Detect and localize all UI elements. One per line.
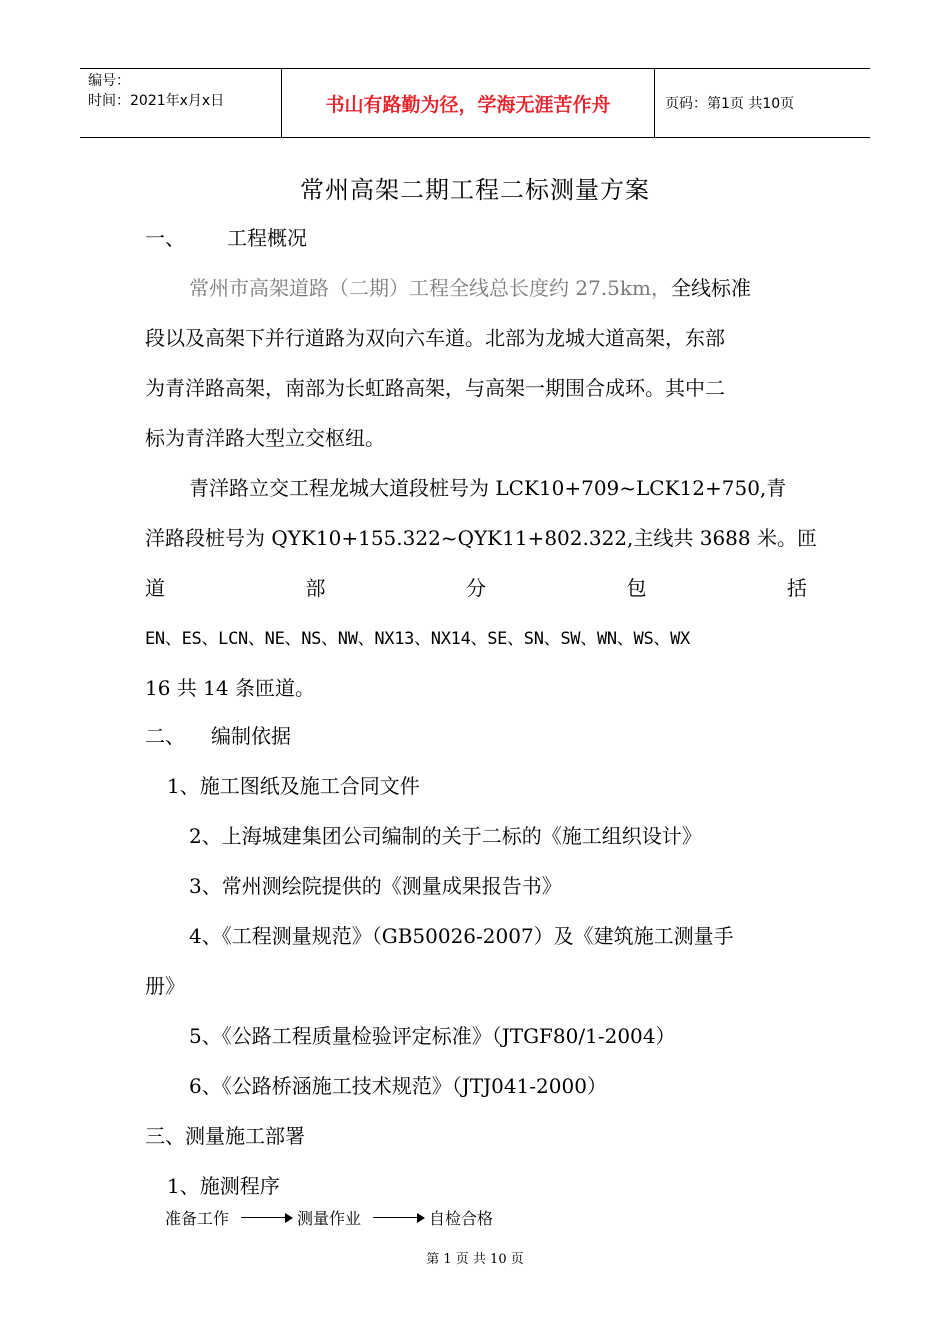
basis-item: 5、《公路工程质量检验评定标准》（JTGF80/1-2004） — [189, 1024, 676, 1048]
spread-word: 分 — [466, 576, 486, 600]
section-3-heading: 三、测量施工部署 — [145, 1124, 305, 1148]
procedure-flow — [165, 1206, 493, 1229]
deploy-subheading: 1、施测程序 — [167, 1174, 280, 1198]
overview-p1-line3: 为青洋路高架，南部为长虹路高架，与高架一期围合成环。其中二 — [145, 376, 725, 400]
basis-item: 2、上海城建集团公司编制的关于二标的《施工组织设计》 — [189, 824, 702, 848]
overview-p2-line1: 青洋路立交工程龙城大道段桩号为 LCK10+709~LCK12+750,青 — [189, 476, 787, 500]
section-2-heading — [145, 720, 807, 749]
section-1-number: 一、 — [145, 226, 185, 250]
overview-p2-line4: EN、ES、LCN、NE、NS、NW、NX13、NX14、SE、SN、SW、WN、WS、WX — [145, 629, 690, 649]
overview-p1-line1 — [145, 272, 807, 301]
flow-step: 自检合格 — [429, 1209, 494, 1228]
overview-p2-line5: 16 共 14 条匝道。 — [145, 676, 315, 700]
basis-item: 1、施工图纸及施工合同文件 — [167, 774, 420, 798]
number-label: 编号： — [88, 73, 130, 89]
overview-p2-line2: 洋路段桩号为 QYK10+155.322~QYK11+802.322,主线共 3688 米。匝 — [145, 526, 817, 550]
basis-item: 4、《工程测量规范》（GB50026-2007）及《建筑施工测量手 — [189, 924, 734, 948]
header-page-info: 页码：第1页 共10页 — [665, 96, 795, 112]
spread-word: 括 — [787, 576, 807, 600]
basis-item: 3、常州测绘院提供的《测量成果报告书》 — [189, 874, 562, 898]
overview-p2-line3 — [145, 572, 807, 601]
section-2-number: 二、 — [145, 724, 185, 748]
right-arrow-icon — [373, 1213, 425, 1223]
document-title: 常州高架二期工程二标测量方案 — [300, 176, 650, 204]
overview-p1-rest: 全线标准 — [670, 276, 751, 300]
time-label: 时间：2021年x月x日 — [88, 93, 225, 109]
spread-word: 包 — [626, 576, 647, 600]
spread-word: 道 — [145, 576, 165, 600]
page-footer: 第 1 页 共 10 页 — [426, 1252, 524, 1267]
section-1-title: 工程概况 — [227, 226, 307, 250]
section-1-heading — [145, 222, 807, 251]
basis-item-continuation: 册》 — [145, 974, 185, 998]
flow-step: 测量作业 — [297, 1209, 362, 1228]
overview-p1-line2: 段以及高架下并行道路为双向六车道。北部为龙城大道高架，东部 — [145, 326, 725, 350]
document-header — [80, 68, 870, 138]
flow-step: 准备工作 — [165, 1209, 230, 1228]
header-meta-cell — [80, 69, 282, 137]
header-motto: 书山有路勤为径，学海无涯苦作舟 — [282, 69, 655, 137]
overview-p1-gray-text: 常州市高架道路（二期）工程全线总长度约 27.5km， — [189, 276, 671, 300]
spread-word: 部 — [305, 576, 326, 600]
overview-p1-line4: 标为青洋路大型立交枢纽。 — [145, 426, 385, 450]
right-arrow-icon — [241, 1213, 293, 1223]
section-2-title: 编制依据 — [211, 724, 291, 748]
basis-item: 6、《公路桥涵施工技术规范》（JTJ041-2000） — [189, 1074, 607, 1098]
